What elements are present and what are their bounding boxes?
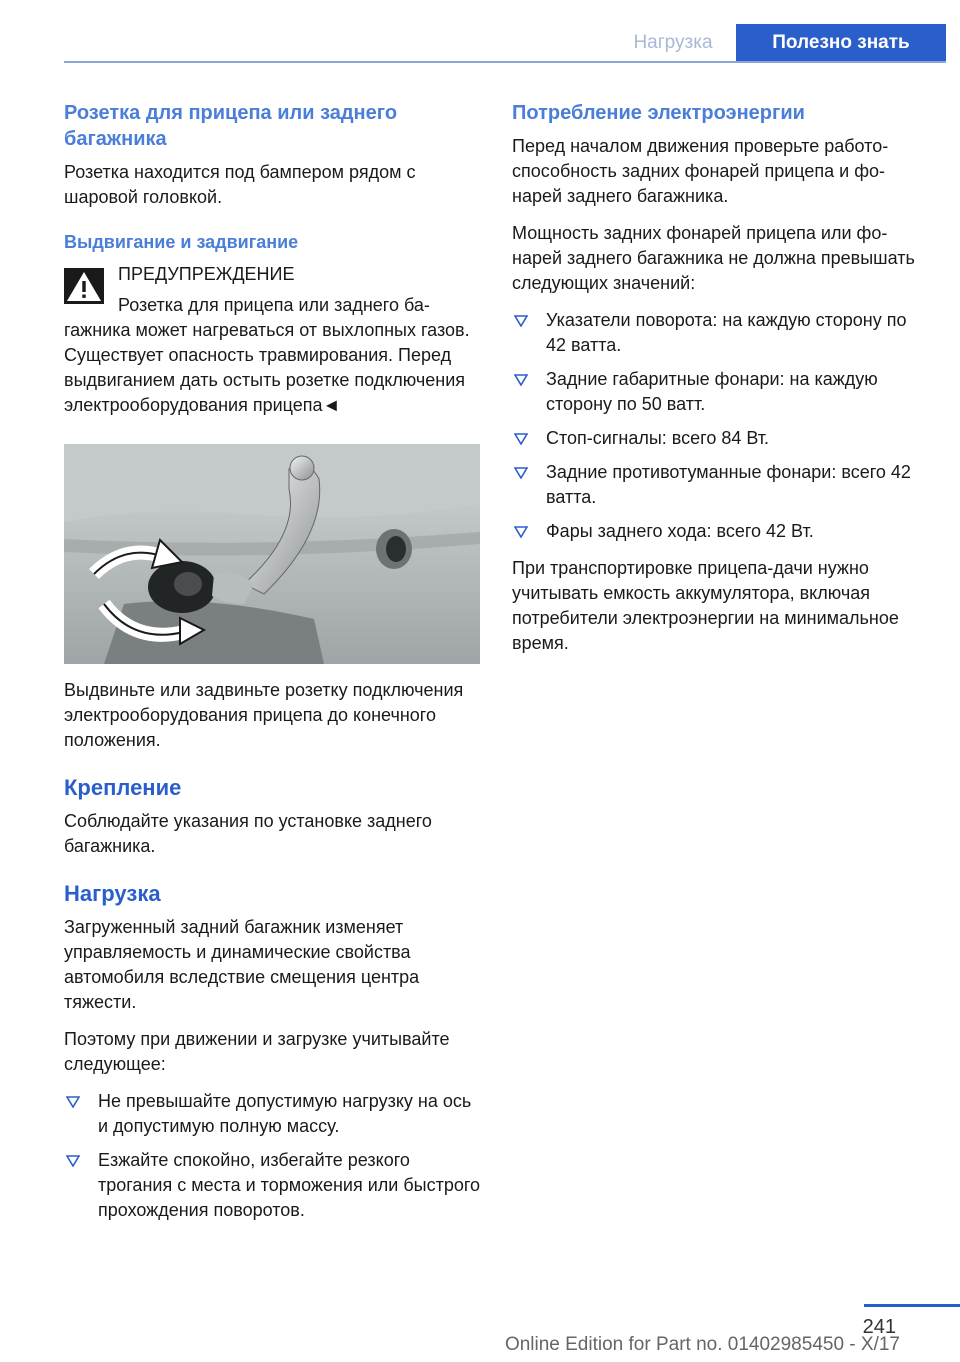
load-title: Нагрузка [64, 881, 161, 906]
load-list [64, 1089, 482, 1223]
load-text-2: Поэтому при движении и загрузке учитывайте следующее: [64, 1029, 450, 1074]
list-item [512, 519, 928, 544]
list-item-text: Езжайте спокойно, избегайте резкого трогания с места и торможения или быстрого прохождения поворотов. [98, 1150, 481, 1220]
power-title: Потребление электроэнергии [512, 102, 805, 124]
list-item-text: Указатели поворота: на каждую сторону по 42 ватта. [546, 310, 907, 355]
list-item-text: Задние противотуманные фонари: всего 42 ватта. [546, 462, 911, 507]
right-column [512, 100, 928, 668]
triangle-bullet-icon [514, 374, 528, 386]
list-item-text: Не превышайте допустимую нагрузку на ось и допустимую полную массу. [98, 1091, 472, 1136]
mount-text: Соблюдайте указания по установке заднего багажника. [64, 811, 432, 856]
load-text-1: Загруженный задний багажник изменяет управляемость и динамические свойства автомобиля вследствие смещения центра тяжести. [64, 917, 420, 1012]
trailer-socket-photo [64, 444, 480, 664]
triangle-bullet-icon [514, 433, 528, 445]
power-text-3: При транспортировке прицепа-дачи нужно учитывать емкость аккумулятора, включая потребители электроэнергии на минимальное время. [512, 558, 899, 653]
mount-title: Крепление [64, 775, 182, 800]
warning-block [64, 262, 482, 418]
photo-caption: Выдвиньте или задвиньте розетку подключения электрооборудования прицепа до конечного положения. [64, 680, 464, 750]
page-number: 241 [862, 1316, 896, 1338]
list-item [64, 1148, 482, 1223]
list-item [512, 460, 928, 510]
warning-heading: ПРЕДУПРЕЖДЕНИЕ [118, 264, 295, 284]
warning-text: Розетка для прицепа или заднего багажника может нагреваться от выхлопных газов. Существует опасность травмирования. Перед выдвиганием дать остыть розетке подключения электрооборудования прицепа◄ [64, 295, 470, 415]
list-item-text: Стоп-сигналы: всего 84 Вт. [546, 428, 770, 448]
socket-title: Розетка для прицепа или заднего багажника [64, 102, 398, 150]
socket-text: Розетка находится под бампером рядом с шаровой головкой. [64, 162, 416, 207]
triangle-bullet-icon [66, 1096, 80, 1108]
triangle-bullet-icon [514, 467, 528, 479]
triangle-bullet-icon [514, 315, 528, 327]
list-item-text: Задние габаритные фонари: на каждую сторону по 50 ватт. [546, 369, 878, 414]
warning-triangle-icon [64, 268, 104, 304]
left-column [64, 100, 482, 1235]
power-text-2: Мощность задних фонарей прицепа или фонарей заднего багажника не должна превышать следующих значений: [512, 223, 915, 293]
list-item-text: Фары заднего хода: всего 42 Вт. [546, 521, 814, 541]
page-header [0, 0, 960, 62]
triangle-bullet-icon [66, 1155, 80, 1167]
section-tab[interactable]: Нагрузка [633, 32, 713, 53]
list-item [64, 1089, 482, 1139]
list-item [512, 367, 928, 417]
chapter-tab[interactable]: Полезно знать [736, 24, 946, 62]
list-item [512, 308, 928, 358]
header-divider [64, 61, 946, 63]
power-text-1: Перед началом движения проверьте работоспособность задних фонарей прицепа и фонарей заднего багажника. [512, 136, 889, 206]
footer-divider [864, 1304, 960, 1307]
extend-title: Выдвигание и задвигание [64, 232, 299, 252]
edition-note: Online Edition for Part no. 01402985450 - X/17 [504, 1334, 900, 1355]
list-item [512, 426, 928, 451]
triangle-bullet-icon [514, 526, 528, 538]
power-list [512, 308, 928, 544]
